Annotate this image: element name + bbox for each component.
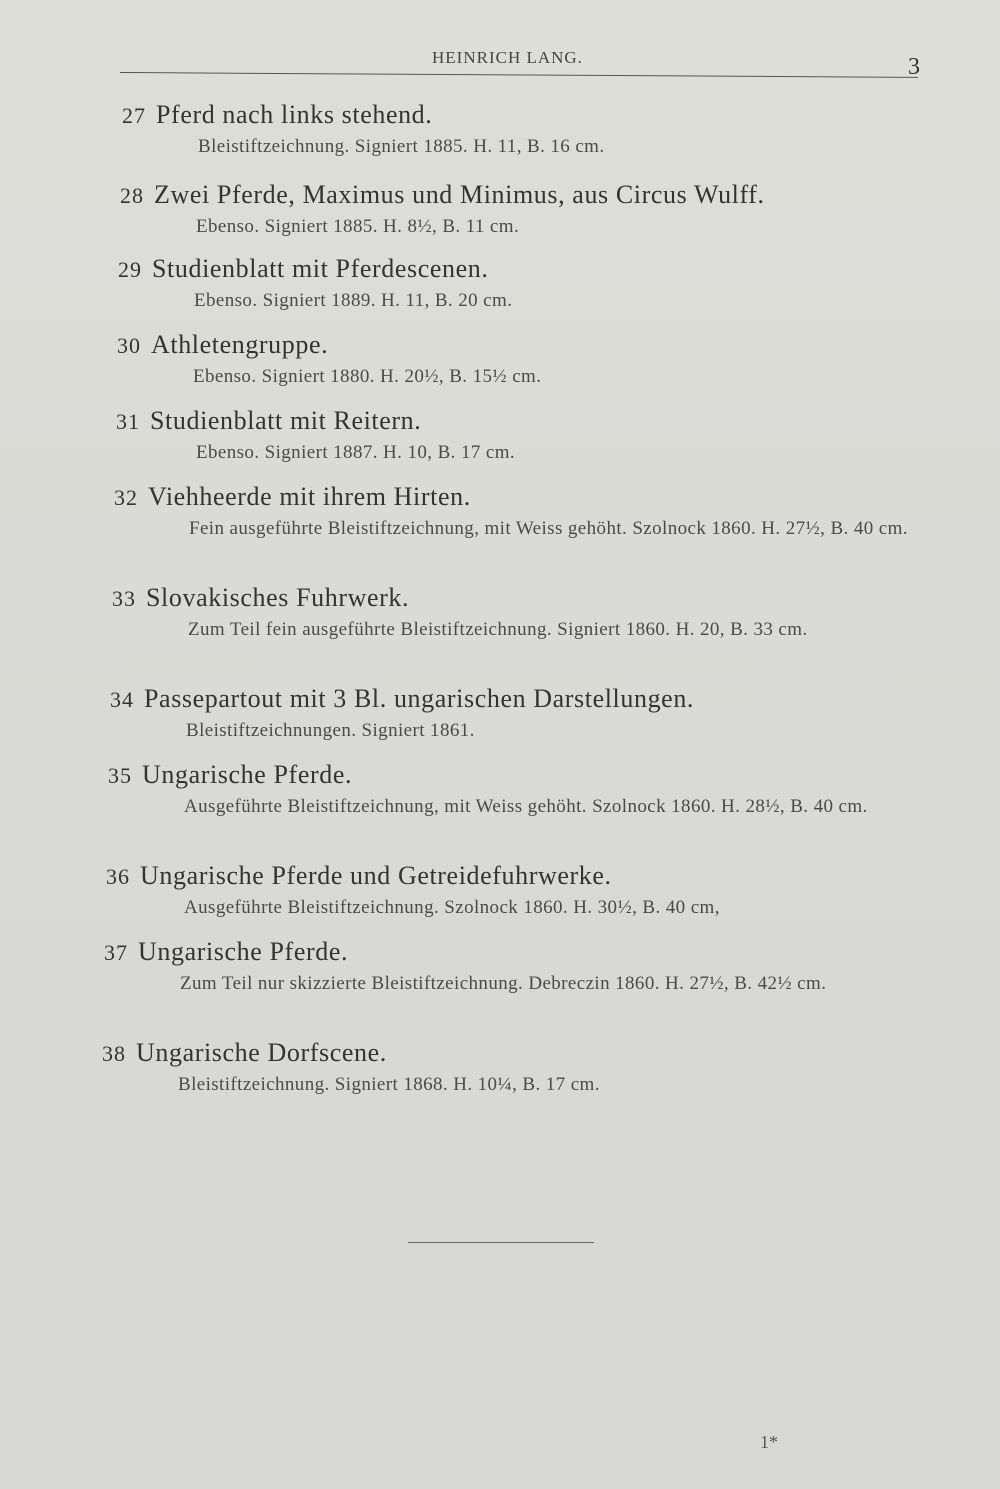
entry-title-text: Ungarische Dorfscene. — [136, 1038, 387, 1067]
entry-number: 38 — [102, 1041, 126, 1066]
entry-title — [106, 861, 926, 891]
entry-number: 29 — [118, 257, 142, 282]
entry-number: 28 — [120, 183, 144, 208]
entry-title-text: Slovakisches Fuhrwerk. — [146, 583, 410, 612]
entry-number: 30 — [117, 333, 141, 358]
catalog-entry-29 — [118, 254, 938, 313]
entry-title — [114, 482, 934, 512]
entry-detail: Ebenso. Signiert 1889. H. 11, B. 20 cm. — [194, 290, 513, 311]
entry-detail: Ebenso. Signiert 1880. H. 20½, B. 15½ cm. — [193, 366, 542, 387]
entry-title-text: Pferd nach links stehend. — [156, 100, 433, 129]
entry-detail: Ausgeführte Bleistiftzeichnung, mit Weiss gehöht. Szolnock 1860. H. 28½, B. 40 cm. — [184, 796, 868, 817]
running-head — [120, 46, 920, 86]
entry-title-text: Studienblatt mit Pferdescenen. — [152, 254, 489, 283]
entry-number: 27 — [122, 103, 146, 128]
entry-detail: Bleistiftzeichnungen. Signiert 1861. — [186, 720, 475, 741]
header-rule — [120, 72, 918, 78]
catalog-entry-37 — [104, 937, 924, 996]
catalog-entry-31 — [116, 406, 936, 465]
entry-title-text: Ungarische Pferde. — [138, 937, 349, 966]
entry-number: 31 — [116, 409, 140, 434]
catalog-entry-38 — [102, 1038, 922, 1097]
entry-detail: Fein ausgeführte Bleistiftzeichnung, mit Weiss gehöht. Szolnock 1860. H. 27½, B. 40 cm. — [189, 518, 908, 539]
signature-mark: 1* — [760, 1432, 778, 1452]
entry-title — [102, 1038, 922, 1068]
entry-detail: Ebenso. Signiert 1887. H. 10, B. 17 cm. — [196, 442, 516, 463]
entry-number: 36 — [106, 864, 130, 889]
entry-title-text: Athletengruppe. — [151, 330, 329, 359]
entry-title — [120, 180, 940, 210]
entry-title — [110, 684, 930, 714]
entry-detail: Bleistiftzeichnung. Signiert 1868. H. 10¼, B. 17 cm. — [178, 1074, 600, 1095]
catalog-entry-30 — [117, 330, 937, 389]
catalog-entry-36 — [106, 861, 926, 920]
entry-number: 37 — [104, 940, 128, 965]
entry-detail: Zum Teil nur skizzierte Bleistiftzeichnung. Debreczin 1860. H. 27½, B. 42½ cm. — [180, 973, 827, 994]
entry-title — [108, 760, 928, 790]
entry-title — [116, 406, 936, 436]
entry-title-text: Studienblatt mit Reitern. — [150, 406, 422, 435]
entry-number: 34 — [110, 687, 134, 712]
entry-title — [104, 937, 924, 967]
entry-title — [112, 583, 932, 613]
catalog-entry-27 — [122, 100, 942, 159]
entry-title — [122, 100, 942, 130]
page-number: 3 — [908, 54, 920, 80]
entry-title-text: Ungarische Pferde. — [142, 760, 353, 789]
entry-title — [118, 254, 938, 284]
catalog-entry-33 — [112, 583, 932, 642]
entry-title-text: Passepartout mit 3 Bl. ungarischen Darstellungen. — [144, 684, 695, 713]
entry-number: 32 — [114, 485, 138, 510]
entry-title — [117, 330, 937, 360]
entry-detail: Zum Teil fein ausgeführte Bleistiftzeichnung. Signiert 1860. H. 20, B. 33 cm. — [188, 619, 808, 640]
entry-detail: Ausgeführte Bleistiftzeichnung. Szolnock 1860. H. 30½, B. 40 cm, — [184, 897, 720, 918]
entry-title-text: Viehheerde mit ihrem Hirten. — [148, 482, 471, 511]
entry-number: 33 — [112, 586, 136, 611]
entry-detail: Bleistiftzeichnung. Signiert 1885. H. 11, B. 16 cm. — [198, 136, 605, 157]
closing-rule — [408, 1242, 594, 1243]
catalog-entry-34 — [110, 684, 930, 743]
catalog-entry-28 — [120, 180, 940, 239]
entry-title-text: Ungarische Pferde und Getreidefuhrwerke. — [140, 861, 612, 890]
entry-detail: Ebenso. Signiert 1885. H. 8½, B. 11 cm. — [196, 216, 520, 237]
entry-title-text: Zwei Pferde, Maximus und Minimus, aus Circus Wulff. — [154, 180, 765, 209]
catalog-entry-35 — [108, 760, 928, 819]
catalog-entry-32 — [114, 482, 934, 541]
entry-number: 35 — [108, 763, 132, 788]
running-title: HEINRICH LANG. — [432, 48, 583, 67]
